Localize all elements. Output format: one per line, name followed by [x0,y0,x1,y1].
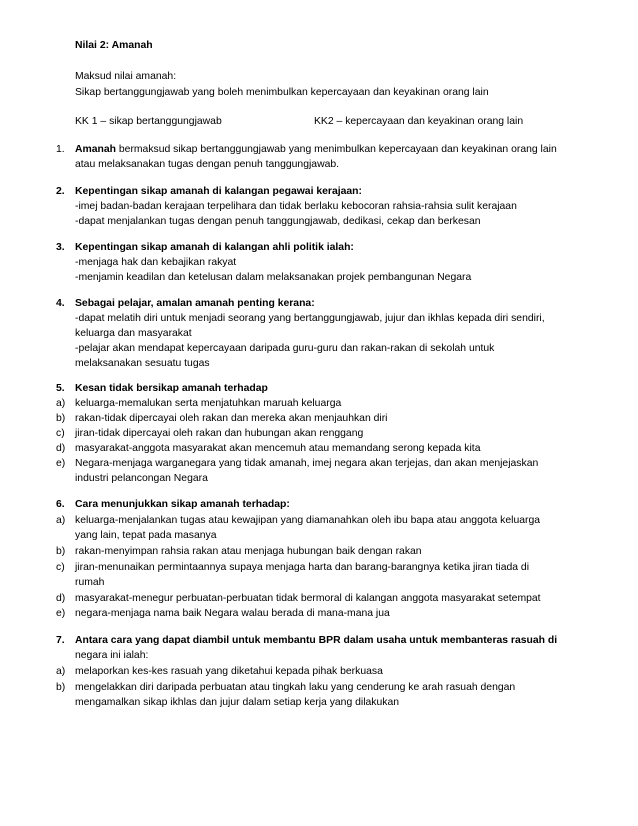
maksud-label: Maksud nilai amanah: [75,71,177,82]
section-line: -pelajar akan mendapat kepercayaan daripada guru-guru dan rakan-rakan di sekolah untuk [75,343,495,354]
list-item: jiran-tidak dipercayai oleh rakan dan hubungan akan renggang [75,428,364,439]
section-number: 6. [56,499,65,510]
item-marker: a) [56,398,66,409]
list-item: jiran-menunaikan permintaannya supaya menjaga harta dan barang-barangnya ketika jiran tiada di [75,562,530,573]
section-number: 3. [56,242,65,253]
item-marker: c) [56,562,65,573]
section-heading: Antara cara yang dapat diambil untuk membantu BPR dalam usaha untuk membanteras rasuah di [75,635,558,646]
section-number: 2. [56,186,65,197]
section-line: -dapat menjalankan tugas dengan penuh tanggungjawab, dedikasi, cekap dan berkesan [75,216,481,227]
section-line: -menjamin keadilan dan ketelusan dalam melaksanakan projek pembangunan Negara [75,272,472,283]
list-item-cont: rumah [75,577,105,588]
item-marker: b) [56,413,66,424]
item-marker: e) [56,608,66,619]
list-item: masyarakat-anggota masyarakat akan mencemuh atau memandang serong kepada kita [75,443,481,454]
maksud-text: Sikap bertanggungjawab yang boleh menimbulkan kepercayaan dan keyakinan orang lain [75,87,489,98]
list-item: keluarga-memalukan serta menjatuhkan maruah keluarga [75,398,342,409]
list-item: mengelakkan diri daripada perbuatan atau tingkah laku yang cenderung ke arah rasuah dengan [75,682,516,693]
list-item: masyarakat-menegur perbuatan-perbuatan tidak bermoral di kalangan anggota masyarakat setempat [75,593,541,604]
list-item-cont: yang lain, tepat pada masanya [75,530,217,541]
section-line: keluarga dan masyarakat [75,328,192,339]
list-item: rakan-menyimpan rahsia rakan atau menjaga hubungan baik dengan rakan [75,546,422,557]
item-marker: a) [56,515,66,526]
section-number: 7. [56,635,65,646]
section-line: melaksanakan sesuatu tugas [75,358,210,369]
amanah-term: Amanah [75,144,116,155]
section-heading: Cara menunjukkan sikap amanah terhadap: [75,499,290,510]
section-heading: Kepentingan sikap amanah di kalangan pegawai kerajaan: [75,186,362,197]
list-item: negara-menjaga nama baik Negara walau berada di mana-mana jua [75,608,390,619]
item-marker: d) [56,443,66,454]
list-item-cont: industri pelancongan Negara [75,473,208,484]
section-number: 5. [56,383,65,394]
item-marker: b) [56,682,66,693]
section-line: -dapat melatih diri untuk menjadi seorang yang bertanggungjawab, jujur dan ikhlas kepada diri sendiri, [75,313,545,324]
list-item-cont: mengamalkan sikap ikhlas dan jujur dalam setiap kerja yang dilakukan [75,697,400,708]
section-heading: Kesan tidak bersikap amanah terhadap [75,383,268,394]
item-marker: a) [56,666,66,677]
kk1-text: KK 1 – sikap bertanggungjawab [75,116,222,127]
section-1-text: bermaksud sikap bertanggungjawab yang menimbulkan kepercayaan dan keyakinan orang lain [116,144,557,155]
document-title: Nilai 2: Amanah [75,40,153,51]
section-line: -imej badan-badan kerajaan terpelihara dan tidak berlaku kebocoran rahsia-rahsia sulit kerajaan [75,201,517,212]
item-marker: e) [56,458,66,469]
section-number: 4. [56,298,65,309]
list-item: rakan-tidak dipercayai oleh rakan dan mereka akan menjauhkan diri [75,413,388,424]
section-line: -menjaga hak dan kebajikan rakyat [75,257,237,268]
section-number: 1. [56,144,65,155]
list-item: melaporkan kes-kes rasuah yang diketahui kepada pihak berkuasa [75,666,383,677]
item-marker: c) [56,428,65,439]
list-item: Negara-menjaga warganegara yang tidak amanah, imej negara akan terjejas, dan akan menjejaskan [75,458,539,469]
list-item: keluarga-menjalankan tugas atau kewajipan yang diamanahkan oleh ibu bapa atau anggota keluarga [75,515,541,526]
section-heading: Kepentingan sikap amanah di kalangan ahli politik ialah: [75,242,354,253]
section-1-line [75,142,557,158]
item-marker: d) [56,593,66,604]
section-heading-cont: negara ini ialah: [75,650,149,661]
section-heading: Sebagai pelajar, amalan amanah penting kerana: [75,298,315,309]
item-marker: b) [56,546,66,557]
section-1-text: atau melaksanakan tugas dengan penuh tanggungjawab. [75,159,340,170]
kk2-text: KK2 – kepercayaan dan keyakinan orang lain [314,116,524,127]
